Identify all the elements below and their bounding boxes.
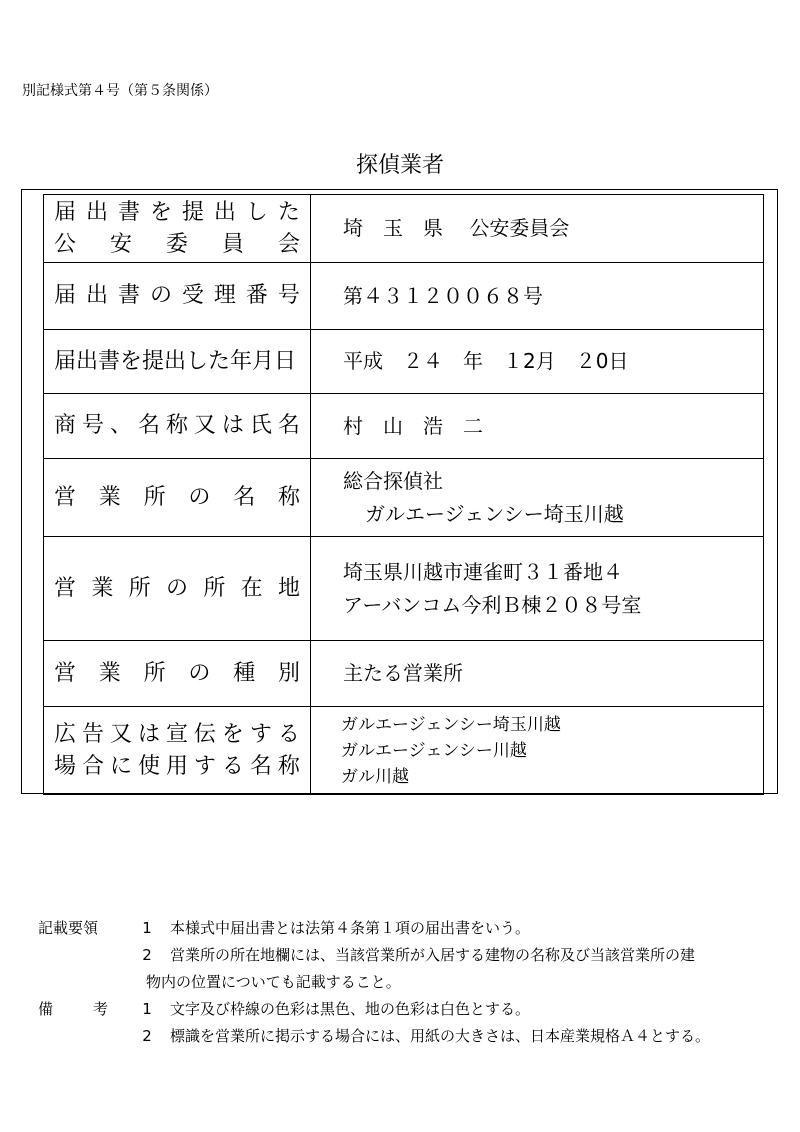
table-row-commission bbox=[44, 195, 764, 263]
table-row-office-address bbox=[44, 537, 764, 641]
table-row-submit-date bbox=[44, 330, 764, 394]
label-line: 公 安 委 員 会 bbox=[54, 231, 300, 257]
note-text: 本様式中届出書とは法第４条第１項の届出書をいう。 bbox=[170, 919, 531, 937]
note-number: 1 bbox=[142, 919, 152, 937]
label-line: 届 出 書 を 提 出 し た bbox=[54, 199, 300, 225]
page-title: 探偵業者 bbox=[355, 153, 444, 178]
value-commission bbox=[311, 195, 764, 263]
value-line: 村 山 浩 二 bbox=[343, 413, 483, 438]
value-line: ガルエージェンシー川越 bbox=[341, 740, 527, 761]
table-row-office-name bbox=[44, 459, 764, 537]
value-line: 埼 玉 県 公安委員会 bbox=[343, 216, 570, 240]
label-submit-date: 届出書を提出した年月日 bbox=[44, 330, 311, 394]
note-biko-2 bbox=[38, 1023, 710, 1050]
note-text: 営業所の所在地欄には、当該営業所が入居する建物の名称及び当該営業所の建 bbox=[170, 946, 696, 964]
table-row-trade-name bbox=[44, 394, 764, 459]
registration-table bbox=[43, 194, 764, 795]
label-office-name: 営 業 所 の 名 称 bbox=[44, 459, 311, 537]
label-trade-name: 商 号 、 名 称 又 は 氏 名 bbox=[44, 394, 311, 459]
note-heading-biko: 備 考 bbox=[38, 1000, 108, 1018]
note-number: 1 bbox=[142, 1000, 152, 1018]
value-line: 平成 ２４ 年 １2月 ２0日 bbox=[343, 349, 629, 373]
notes-section bbox=[38, 915, 710, 1050]
value-line: 主たる営業所 bbox=[343, 661, 463, 685]
value-line: 総合探偵社 bbox=[343, 468, 443, 493]
note-continuation: 物内の位置についても記載すること。 bbox=[146, 973, 401, 991]
table-row-receipt-number bbox=[44, 263, 764, 330]
note-heading-kisai: 記載要領 bbox=[38, 919, 99, 937]
value-line: アーバンコム今利Ｂ棟２０８号室 bbox=[343, 592, 642, 617]
note-text: 文字及び枠線の色彩は黒色、地の色彩は白色とする。 bbox=[170, 1000, 531, 1018]
note-kisai-2 bbox=[38, 942, 710, 969]
value-line: 第４３１２００６８号 bbox=[343, 283, 543, 308]
value-line: ガルエージェンシー埼玉川越 bbox=[365, 501, 624, 526]
value-line: ガル川越 bbox=[341, 766, 409, 787]
label-ad-names: 広 告 又 は 宣 伝 を す る 場 合 に 使 用 す る 名 称 bbox=[44, 707, 311, 795]
value-line: ガルエージェンシー埼玉川越 bbox=[341, 714, 561, 735]
value-office-name bbox=[311, 459, 764, 537]
value-trade-name bbox=[311, 394, 764, 459]
value-office-type bbox=[311, 641, 764, 707]
value-line: 埼玉県川越市連雀町３１番地４ bbox=[343, 559, 623, 584]
value-office-address bbox=[311, 537, 764, 641]
label-commission bbox=[44, 195, 311, 263]
note-text: 標識を営業所に掲示する場合には、用紙の大きさは、日本産業規格Ａ４とする。 bbox=[170, 1027, 711, 1045]
label-office-type: 営 業 所 の 種 別 bbox=[44, 641, 311, 707]
note-number: 2 bbox=[142, 946, 152, 964]
note-number: 2 bbox=[142, 1027, 152, 1045]
table-row-ad-names bbox=[44, 707, 764, 795]
form-number: 別記様式第４号（第５条関係） bbox=[22, 83, 218, 99]
note-biko-1 bbox=[38, 996, 710, 1023]
table-row-office-type bbox=[44, 641, 764, 707]
value-submit-date bbox=[311, 330, 764, 394]
label-receipt-number: 届 出 書 の 受 理 番 号 bbox=[44, 263, 311, 330]
value-ad-names bbox=[311, 707, 764, 795]
value-receipt-number bbox=[311, 263, 764, 330]
note-kisai-1 bbox=[38, 915, 710, 942]
label-office-address: 営 業 所 の 所 在 地 bbox=[44, 537, 311, 641]
